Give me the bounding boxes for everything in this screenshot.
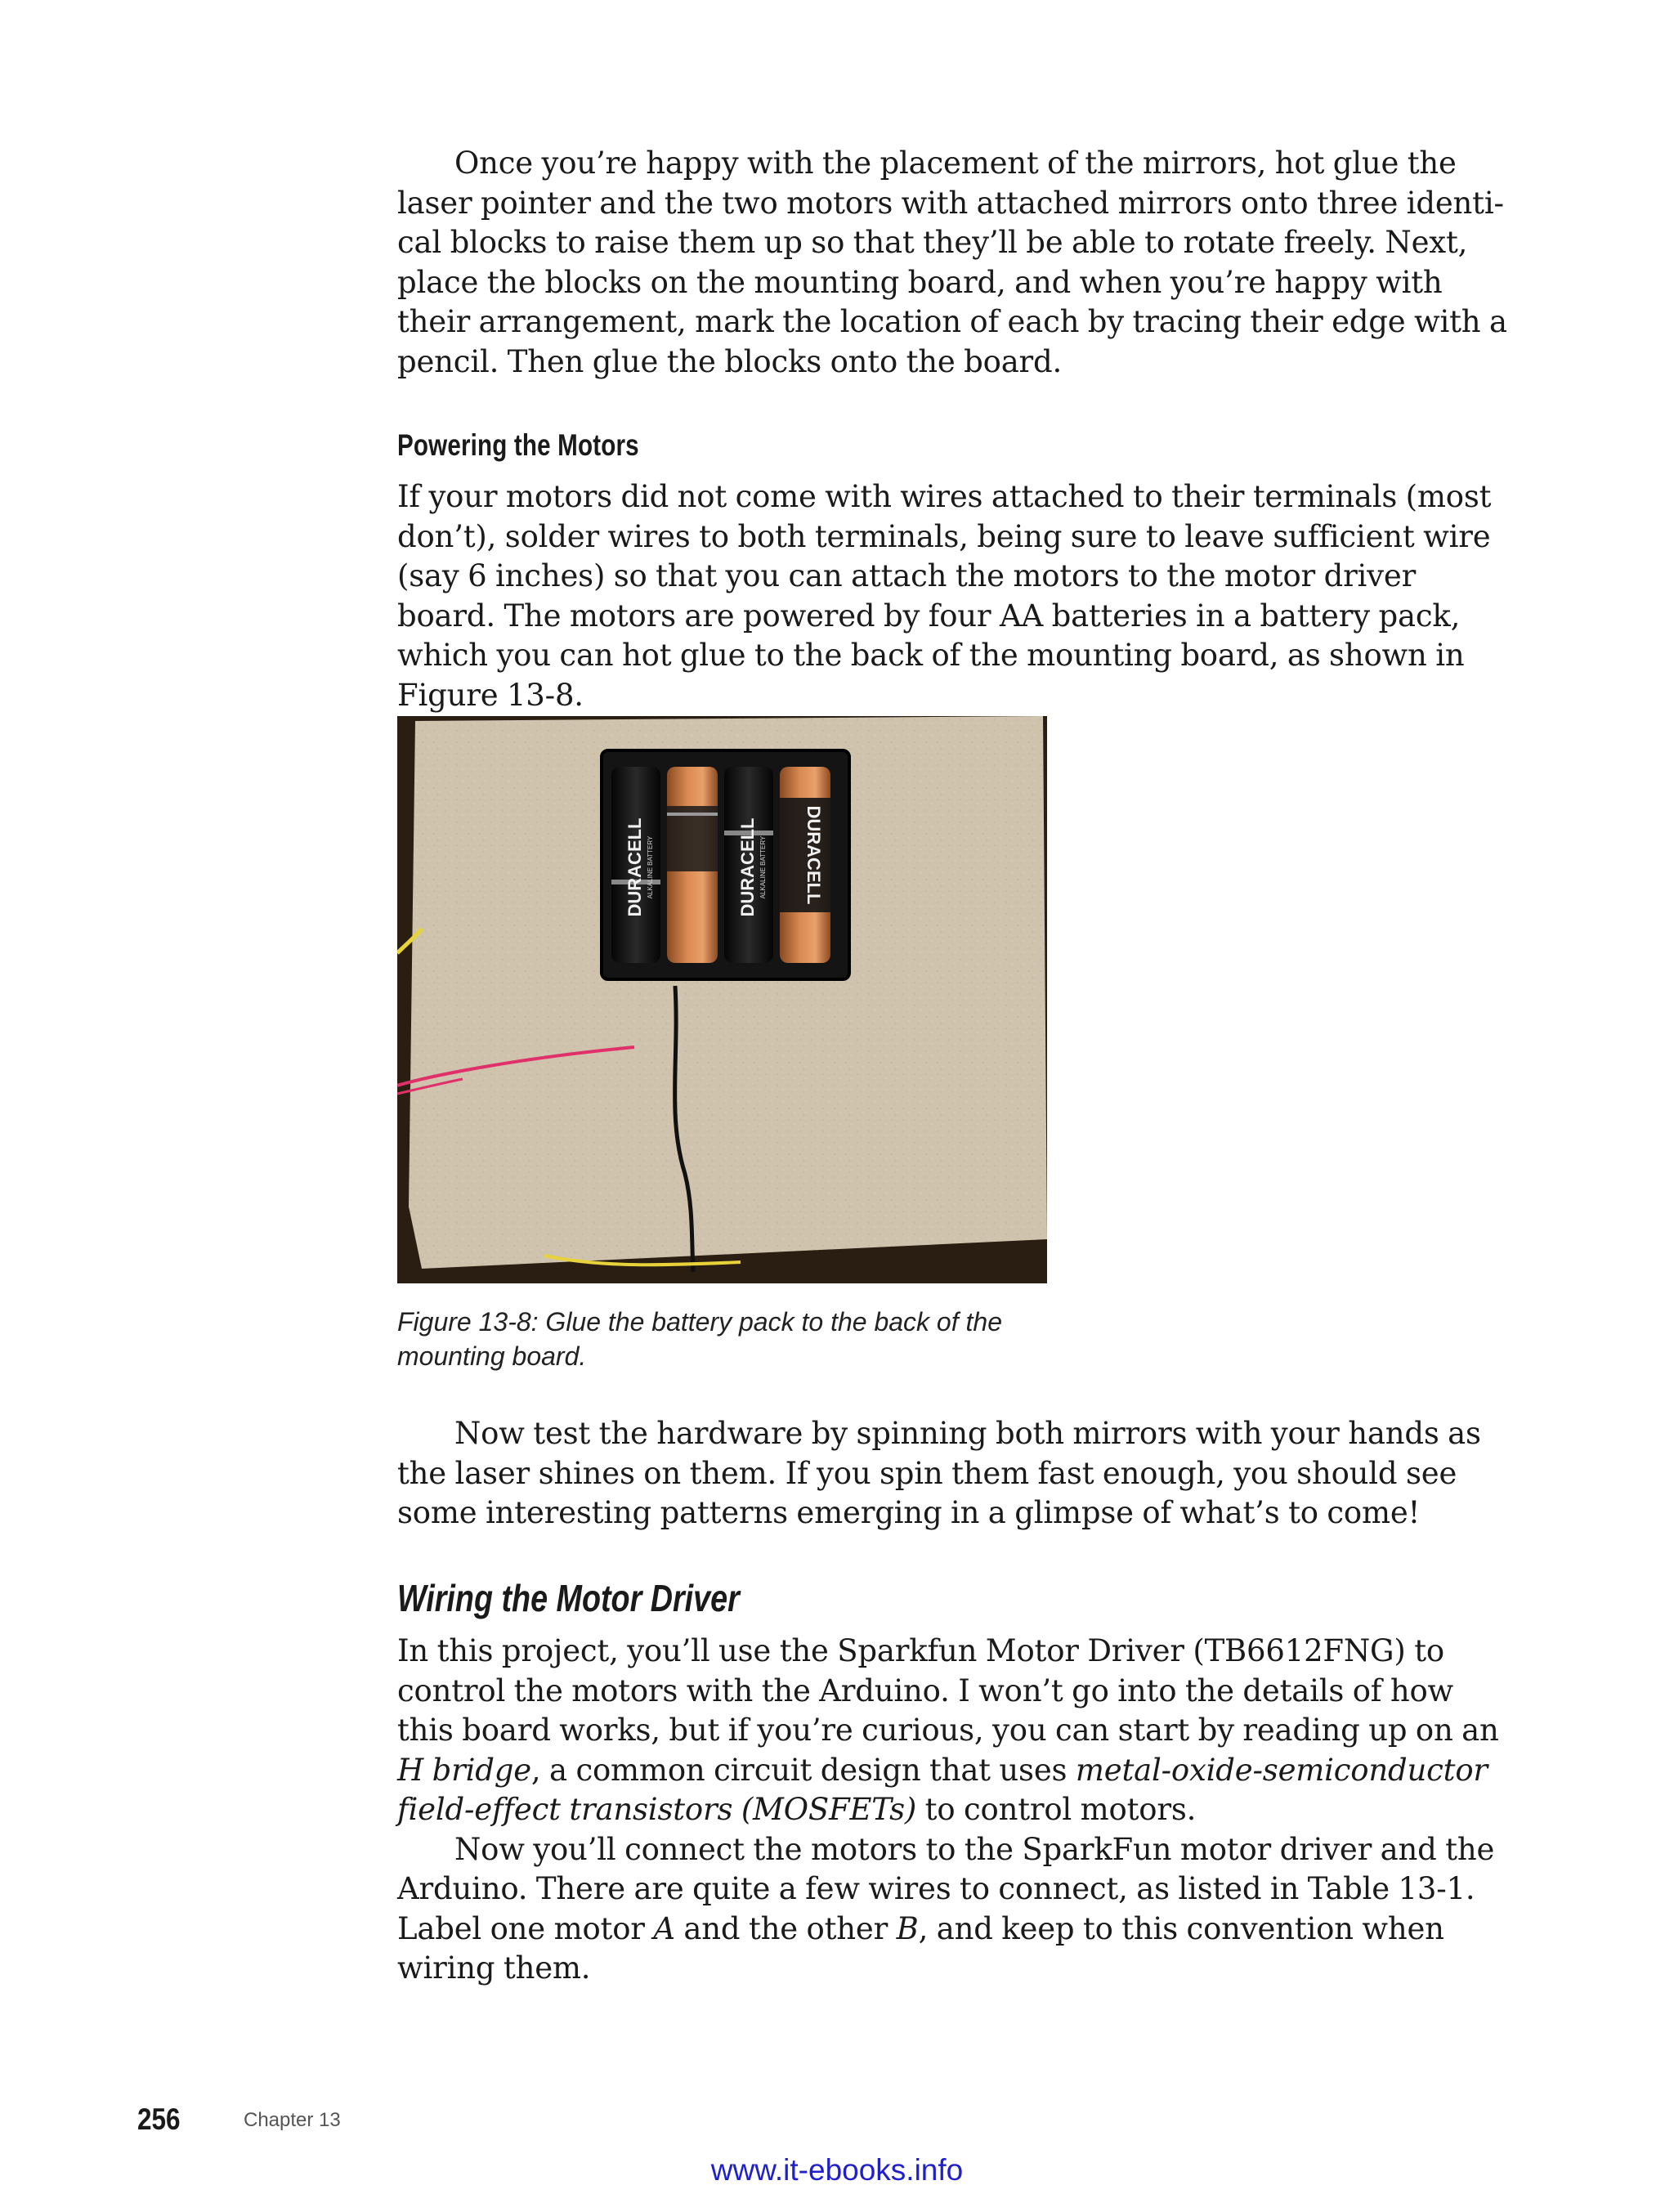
battery-2 (667, 767, 718, 963)
battery-4 (780, 767, 830, 963)
battery-brand-text: DURACELL (624, 817, 645, 917)
body-paragraph-3 (397, 1414, 1509, 1534)
battery-1 (611, 767, 660, 963)
chapter-label: Chapter 13 (244, 2109, 341, 2131)
term-mosfets: metal-oxide-semiconductor field-effect transistors (MOSFETs) (397, 1752, 1488, 1827)
battery-3 (724, 767, 773, 963)
term-h-bridge: H bridge (397, 1752, 531, 1788)
figure-caption: Figure 13-8: Glue the battery pack to the back of the mounting board. (397, 1307, 1002, 1371)
battery-pack-photo (397, 716, 1047, 1283)
watermark-link[interactable]: www.it-ebooks.info (710, 2153, 964, 2187)
paragraph-text: Now test the hardware by spinning both mirrors with your hands as the laser shines on them. If you spin them fast enough, you should see some interesting patterns emerging in a glimpse of what’s to come! (397, 1416, 1481, 1530)
paragraph-text: Once you’re happy with the placement of the mirrors, hot glue the laser pointer and the two motors with attached mirrors onto three identical blocks to raise them up so that they’ll be able to rotate freely. Next, place the blocks on the mounting board, and when you’re happy with their arrangement, mark the location of each by tracing their edge with a pencil. Then glue the blocks onto the board. (397, 146, 1507, 379)
battery-brand-text: DURACELL (803, 805, 824, 905)
body-paragraph-4 (397, 1632, 1509, 1989)
subheading-powering-motors: Powering the Motors (397, 428, 639, 462)
battery-brand-text: DURACELL (737, 817, 758, 917)
motor-label-a: A (653, 1910, 675, 1946)
battery-subtext: ALKALINE BATTERY (647, 835, 654, 899)
paragraph-text: In this project, you’ll use the Sparkfun Motor Driver (TB6612FNG) to control the motors with the Arduino. I won’t go into the details of how this board works, but if you’re curious, you can start by reading up on an H bridge, a common circuit design that uses metal-oxide-semiconductor field-effect transistors (MOSFETs) to control motors. (397, 1633, 1499, 1827)
page-number: 256 (137, 2102, 181, 2136)
body-paragraph-1 (397, 144, 1509, 382)
section-heading: Wiring the Motor Driver (397, 1577, 740, 1619)
paragraph-text: If your motors did not come with wires attached to their terminals (most don’t), solder wires to both terminals, being sure to leave sufficient wire (say 6 inches) so that you can attach the motors to the motor driver board. The motors are powered by four AA batteries in a battery pack, which you can hot glue to the back of the mounting board, as shown in Figure 13-8. (397, 479, 1492, 713)
body-paragraph-2 (397, 477, 1509, 715)
battery-subtext: ALKALINE BATTERY (759, 835, 767, 899)
paragraph-text-5: Now you’ll connect the motors to the SparkFun motor driver and the Arduino. There are quite a few wires to connect, as listed in Table 13-1. Label one motor A and the other B, and keep to this convention when wiring them. (397, 1831, 1495, 1986)
motor-label-b: B (896, 1910, 919, 1946)
